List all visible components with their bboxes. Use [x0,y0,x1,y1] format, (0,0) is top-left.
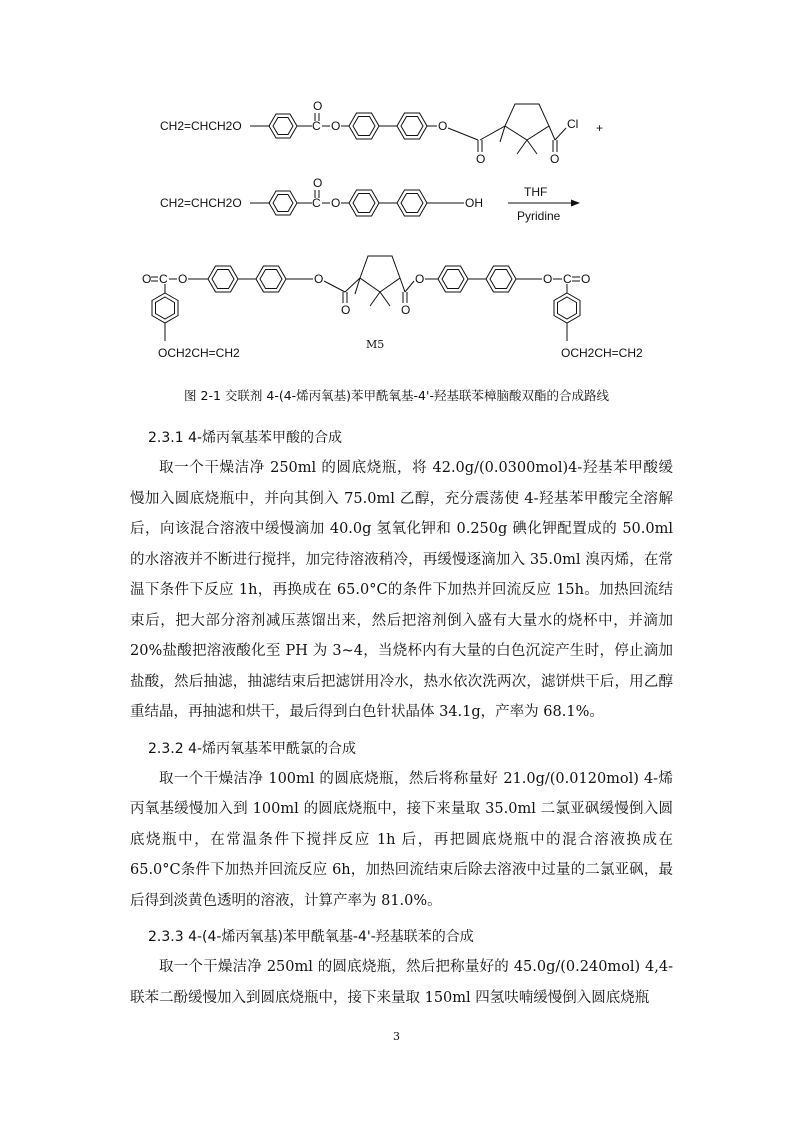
section-paragraph-2-3-3: 取一个干燥洁净 250ml 的圆底烧瓶，然后把称量好的 45.0g/(0.240mol) 4,4-联苯二酚缓慢加入到圆底烧瓶中，接下来量取 150ml 四氢呋喃缓慢倒入圆底烧瓶 [130,959,673,1006]
carbonyl-o-4: O [313,176,323,190]
benzene-ring [349,113,379,139]
p-carbonyl-c-right: C [563,272,572,286]
benzene-ring [208,266,238,292]
benzene-ring [269,114,297,138]
allyl-group-2: CH2=CHCH2O [160,196,242,210]
plus-sign: + [596,121,604,135]
benzene-ring [256,266,286,292]
chloride: Cl [567,117,579,131]
benzene-ring [269,191,297,215]
benzene-ring [554,293,580,323]
p-ester-o-right: O [543,272,553,286]
p-ester-o-left: O [178,272,188,286]
benzene-ring [349,190,379,216]
arrow-head [571,200,580,207]
carbonyl-c-1: C [312,119,321,133]
body-text [130,423,673,1019]
p-carbonyl-o-left: O [142,272,152,286]
ester-o-2: O [438,119,448,133]
p-carbonyl-o-right: O [581,272,591,286]
reagent-thf: THF [524,185,548,199]
benzene-ring [397,190,427,216]
allyl-group-1: CH2=CHCH2O [160,119,242,133]
section-paragraph-2-3-2: 取一个干燥洁净 100ml 的圆底烧瓶，然后将称量好 21.0g/(0.0120mol) 4-烯丙氧基缓慢加入到 100ml 的圆底烧瓶中，接下来量取 35.0ml 二氯亚砜缓慢倒入圆底烧瓶中，在常温条件下搅拌反应 1h 后，再把圆底烧瓶中的混合溶液换成在 65.0°C条件下加热并回流反应 6h，加热回流结束后除去溶液中过量的二氯亚砜，最后得到淡黄色透明的溶液，计算产率为 81.0%。 [130,770,673,909]
reaction-scheme [0,0,793,372]
p-carbonyl-o-mid1: O [341,303,351,317]
page-number: 3 [393,1030,400,1043]
cyclopentane-ring [360,256,400,292]
section-heading-2-3-1: 2.3.1 4-烯丙氧基苯甲酸的合成 [148,430,343,446]
carbonyl-c-2: C [312,196,321,210]
p-allyl-left: OCH2CH=CH2 [158,346,240,360]
p-carbonyl-c-left: C [159,272,168,286]
benzene-ring [486,266,516,292]
hydroxyl: OH [465,196,483,210]
compound-label: M5 [366,338,385,351]
p-ester-o-mid1: O [314,272,324,286]
section-paragraph-2-3-1: 取一个干燥洁净 250ml 的圆底烧瓶，将 42.0g/(0.0300mol)4-羟基苯甲酸缓慢加入圆底烧瓶中，并向其倒入 75.0ml 乙醇，充分震荡使 4-羟基苯甲酸完全溶解后，向该混合溶液中缓慢滴加 40.0g 氢氧化钾和 0.250g 碘化钾配置成的 50.0ml 的水溶液并不断进行搅拌，加完待溶液稍冷，再缓慢逐滴加入 35.0ml 溴丙烯，在常温下条件下反应 1h，再换成在 65.0°C的条件下加热并回流反应 15h。加热回流结束后，把大部分溶剂减压蒸馏出来，然后把溶剂倒入盛有大量水的烧杯中，并滴加 20%盐酸把溶液酸化至 PH 为 3~4，当烧杯内有大量的白色沉淀产生时，停止滴加盐酸，然后抽滤，抽滤结束后把滤饼用冷水，热水依次洗两次，滤饼烘干后，用乙醇重结晶，再抽滤和烘干，最后得到白色针状晶体 34.1g，产率为 68.1%。 [130,460,673,720]
benzene-ring [438,266,468,292]
carbonyl-o-3: O [550,152,560,166]
reagent-pyridine: Pyridine [517,209,561,223]
section-heading-2-3-2: 2.3.2 4-烯丙氧基苯甲酰氯的合成 [148,740,357,757]
carbonyl-o-1: O [313,99,323,113]
ester-o-1: O [331,119,341,133]
p-ester-o-mid2: O [415,272,425,286]
ester-o-3: O [331,196,341,210]
p-carbonyl-o-mid2: O [401,303,411,317]
benzene-ring [397,113,427,139]
section-heading-2-3-3: 2.3.3 4-(4-烯丙氧基)苯甲酰氧基-4'-羟基联苯的合成 [148,929,474,945]
cyclopentane-ring [505,104,549,140]
carbonyl-o-2: O [476,152,486,166]
figure-caption: 图 2-1 交联剂 4-(4-烯丙氧基)苯甲酰氧基-4'-羟基联苯樟脑酸双酯的合成路线 [184,388,609,403]
benzene-ring [152,293,178,323]
p-allyl-right: OCH2CH=CH2 [561,346,643,360]
